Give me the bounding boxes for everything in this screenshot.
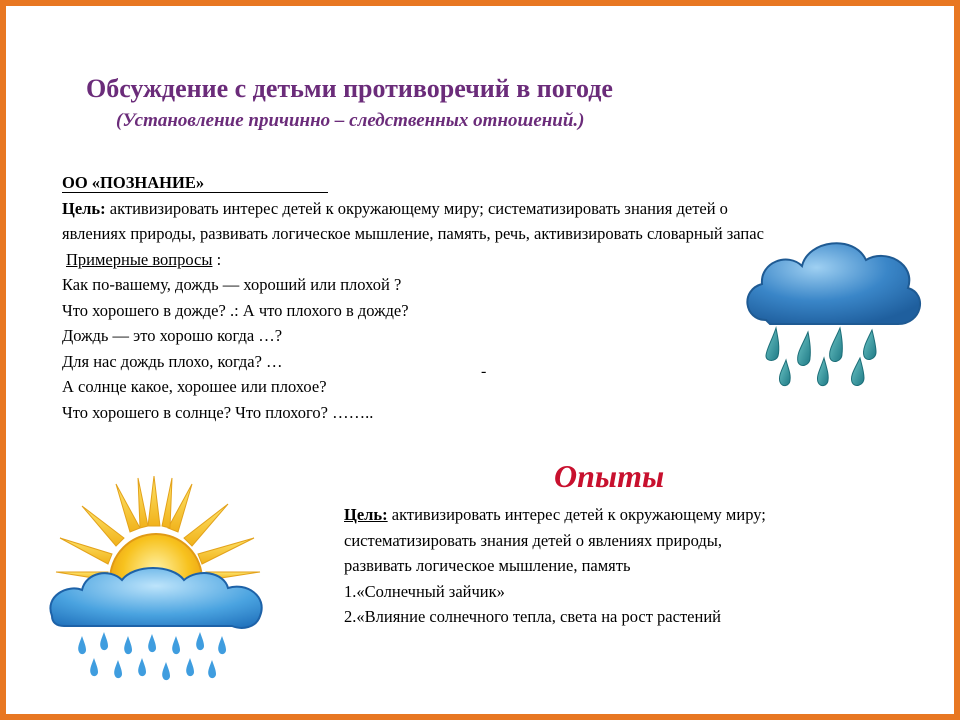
question-item: Дождь — это хорошо когда …? [62,326,283,345]
question-item: Для нас дождь плохо, когда? … [62,351,283,371]
exp-goal-line-1 [344,502,934,528]
org-heading: ОО «ПОЗНАНИЕ» [62,173,328,193]
exp-goal-text-1: активизировать интерес детей к окружающему миру; [387,505,766,524]
page-subtitle: (Установление причинно – следственных отношений.) [116,110,585,131]
goal-line-1 [62,196,960,222]
goal-text-1: активизировать интерес детей к окружающему миру; систематизировать знания детей о [105,198,728,218]
org-heading-line [62,170,960,196]
question-item: Что хорошего в дожде? .: А что плохого в дожде? [62,300,409,320]
experiments-section [344,502,934,630]
goal-label: Цель: [62,198,106,218]
rain-cloud-icon [736,228,926,398]
experiments-title: Опыты [554,458,665,494]
exp-goal-label: Цель: [344,505,388,524]
questions-suffix: : [212,249,222,269]
sun-behind-cloud-icon [42,468,274,688]
goal-text-2: явлениях природы, развивать логическое мышление, память, речь, активизировать словарный запас [62,224,764,243]
question-item: Что хорошего в солнце? Что плохого? …….. [62,402,374,422]
question-item: Как по-вашему, дождь — хороший или плохой ? [62,275,402,294]
question-item: А солнце какое, хорошее или плохое? [62,377,327,396]
questions-heading: Примерные вопросы [66,249,213,269]
exp-goal-line-2: систематизировать знания детей о явлениях природы, [344,530,722,550]
experiment-item: 2.«Влияние солнечного тепла, света на рост растений [344,607,721,626]
exp-goal-line-3: развивать логическое мышление, память [344,556,631,575]
experiment-item: 1.«Солнечный зайчик» [344,581,505,601]
dash-mark: - [481,363,487,380]
page-title: Обсуждение с детьми противоречий в погоде [86,74,613,103]
